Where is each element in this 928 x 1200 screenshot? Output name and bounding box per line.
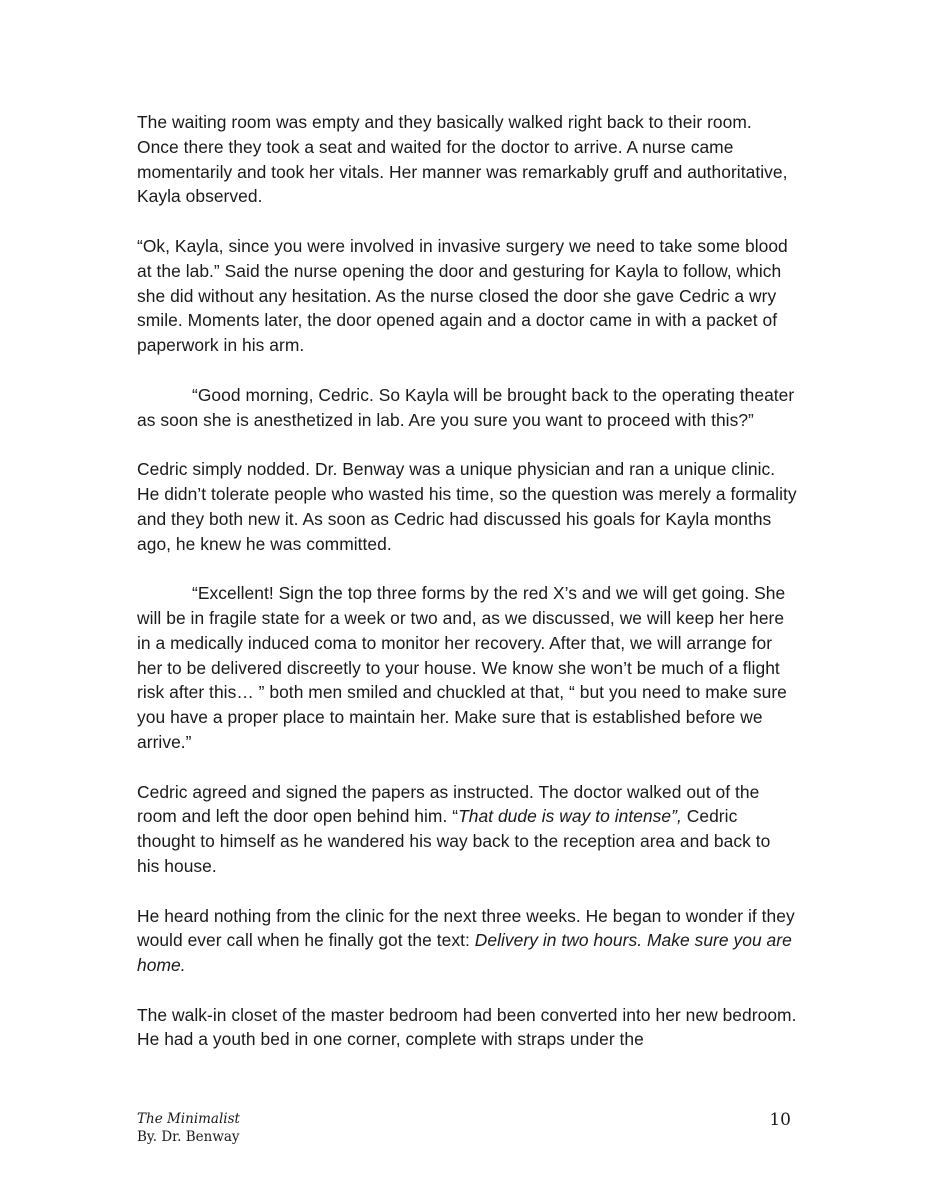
footer-book-title: The Minimalist [137,1111,240,1127]
text-segment: Cedric simply nodded. Dr. Benway was a unique physician and ran a unique clinic. He didn’t tolerate people who wasted his time, so the question was merely a formality and they both new it. As soon as Cedric had discussed his goals for Kayla months ago, he knew he was committed. [137,459,797,554]
text-segment: “Ok, Kayla, since you were involved in invasive surgery we need to take some blood at the lab.” Said the nurse opening the door and gesturing for Kayla to follow, which she did without any hesitation. As the nurse closed the door she gave Cedric a wry smile. Moments later, the door opened again and a doctor came in with a packet of paperwork in his arm. [137,235,788,356]
page-number: 10 [769,1110,791,1130]
paragraph [137,457,797,556]
paragraph [137,780,797,879]
text-segment: “Good morning, Cedric. So Kayla will be brought back to the operating theater as soon she is anesthetized in lab. Are you sure you want to proceed with this?” [137,384,795,430]
page-body [137,110,797,1077]
text-segment: Cedric agreed and signed the papers as instructed. The doctor walked out of the room and left the door open behind him. “ [137,781,760,827]
paragraph [137,383,797,433]
paragraph [137,110,797,209]
italic-text-segment: That dude is way to intense”, [458,806,682,827]
text-segment: The walk-in closet of the master bedroom had been converted into her new bedroom. He had a youth bed in one corner, complete with straps under the [137,1004,797,1050]
paragraph [137,234,797,358]
paragraph [137,581,797,755]
text-segment: “Excellent! Sign the top three forms by the red X’s and we will get going. She will be in fragile state for a week or two and, as we discussed, we will keep her here in a medically induced coma to monitor her recovery. After that, we will arrange for her to be delivered discreetly to your house. We know she won’t be much of a flight risk after this… ” both men smiled and chuckled at that, “ but you need to make sure you have a proper place to maintain her. Make sure that is established before we arrive.” [137,583,787,752]
text-segment: The waiting room was empty and they basically walked right back to their room. Once there they took a seat and waited for the doctor to arrive. A nurse came momentarily and took her vitals. Her manner was remarkably gruff and authoritative, Kayla observed. [137,112,788,207]
footer-author: By. Dr. Benway [137,1129,240,1145]
page-footer [137,1110,240,1146]
text-segment: He heard nothing from the clinic for the next three weeks. He began to wonder if they would ever call when he finally got the text: [137,905,795,951]
text-segment: Cedric thought to himself as he wandered his way back to the reception area and back to his house. [137,806,771,876]
paragraph [137,1003,797,1053]
paragraph [137,904,797,978]
italic-text-segment: Delivery in two hours. Make sure you are home. [137,930,792,976]
